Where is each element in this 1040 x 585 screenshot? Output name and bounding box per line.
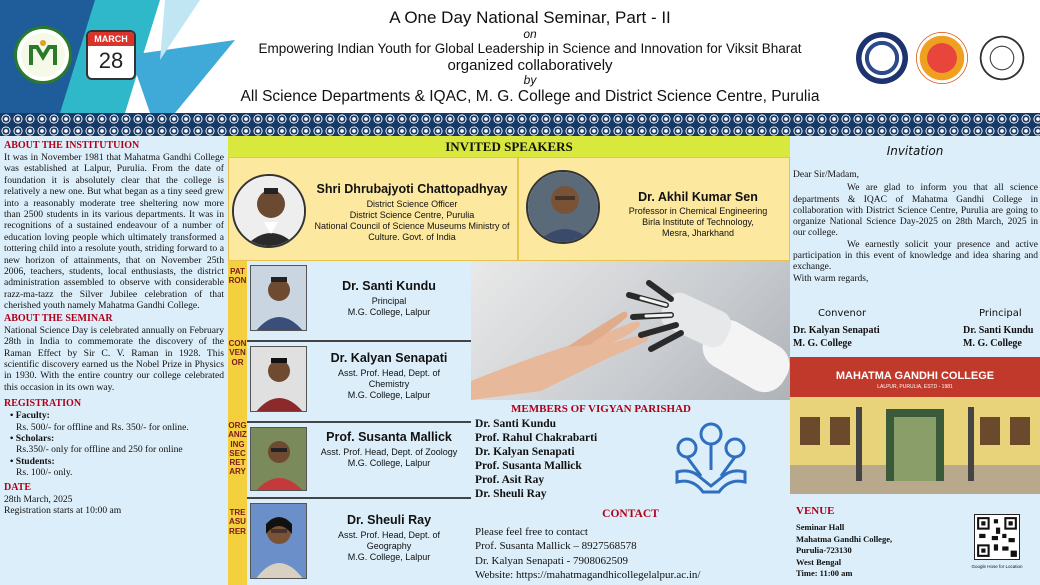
venue-panel (790, 494, 1040, 585)
registration-value: Rs. 100/- only. (16, 467, 73, 479)
qr-caption: Google Hose for Location (971, 564, 1023, 569)
member-name: Dr. Santi Kundu (342, 279, 436, 293)
member-details: Asst. Prof. Head, Dept. of Zoology M.G. College, Lalpur (320, 447, 458, 468)
role-patron: PATRON (228, 267, 247, 286)
member-list-item: Prof. Asit Ray (475, 474, 545, 486)
speaker-details: Professor in Chemical Engineering Birla Institute of Technology, Mesra, Jharkhand (628, 206, 768, 238)
member-details: Asst. Prof. Head, Dept. of Geography M.G. College, Lalpur (337, 530, 441, 562)
convenor-title: Convenor (818, 308, 867, 319)
registration-label: • Students: (10, 455, 55, 467)
contact-line: Please feel free to contact (475, 526, 588, 538)
invitation-heading: Invitation (886, 144, 944, 158)
college-sign-sub: LALPUR, PURULIA, ESTD - 1981 (877, 384, 953, 390)
committee-member (247, 342, 471, 423)
about-seminar-heading: ABOUT THE SEMINAR (4, 312, 113, 324)
title-by: by (523, 73, 537, 87)
member-details: Principal M.G. College, Lalpur (347, 296, 431, 317)
registration-label: • Scholars: (10, 432, 55, 444)
header (0, 0, 1040, 113)
title-on: on (523, 27, 537, 41)
member-details: Asst. Prof. Head, Dept. of Chemistry M.G. College, Lalpur (337, 368, 441, 400)
roles-strip (228, 261, 247, 585)
college-building-photo (790, 357, 1040, 494)
location-qr-code[interactable] (974, 514, 1020, 560)
committee-member (247, 261, 471, 342)
invitation-closing: With warm regards, (793, 273, 869, 284)
venue-address: Seminar Hall Mahatma Gandhi College, Purulia-723130 West Bengal Time: 11:00 am (796, 522, 893, 578)
organized-text: organized collaboratively (447, 57, 613, 74)
speaker-card (228, 157, 518, 261)
college-logo (14, 26, 72, 84)
member-photo (250, 265, 307, 331)
role-treasurer: TREASURER (229, 508, 246, 536)
calendar-icon (86, 30, 136, 80)
header-text (230, 8, 830, 106)
human-robot-hands-image (471, 261, 790, 400)
registration-time: Registration starts at 10:00 am (4, 504, 122, 516)
government-emblem (976, 32, 1028, 84)
college-sign-name: MAHATMA GANDHI COLLEGE (835, 370, 995, 382)
organizers-text: All Science Departments & IQAC, M. G. College and District Science Centre, Purulia (240, 88, 820, 105)
member-photo (250, 503, 307, 579)
member-name: Dr. Kalyan Senapati (330, 351, 448, 365)
invited-speakers-heading: INVITED SPEAKERS (228, 136, 790, 157)
member-list-item: Dr. Sheuli Ray (475, 488, 547, 500)
committee-member (247, 423, 471, 499)
members-panel (471, 400, 790, 585)
principal-title: Principal (979, 308, 1022, 319)
invitation-body (793, 170, 1038, 285)
seminar-subtitle: Empowering Indian Youth for Global Leadership in Science and Innovation for Viksit Bharat (258, 41, 802, 56)
date-heading: DATE (4, 481, 32, 493)
speaker-card (518, 157, 790, 261)
date-line: 28th March, 2025 (4, 493, 73, 505)
left-column (0, 136, 228, 585)
contact-heading: CONTACT (602, 508, 659, 520)
science-centre-logo (916, 32, 968, 84)
about-seminar-text: National Science Day is celebrated annually on February 28th in India to commemorate the discovery of the Raman Effect by Sir C. V. Raman in 1928. This scientific discovery earned us the Nobel Prize in Physics in 1930. With the entire country our college celebrated this occasion in its own way. (4, 324, 224, 393)
member-list-item: Dr. Kalyan Senapati (475, 446, 575, 458)
about-institution-heading: ABOUT THE INSTITUTUION (4, 140, 140, 151)
convenor-signature: Dr. Kalyan Senapati M. G. College (793, 325, 880, 349)
members-list (475, 417, 597, 501)
decorative-pattern-band (0, 113, 1040, 136)
member-name: Dr. Sheuli Ray (346, 513, 432, 527)
member-photo (250, 346, 307, 412)
team-network-icon (671, 420, 751, 500)
venue-heading: VENUE (796, 505, 835, 517)
speaker-photo (526, 170, 600, 244)
contact-line: Dr. Kalyan Senapati - 7908062509 (475, 554, 629, 567)
contact-line: Prof. Susanta Mallick – 8927568578 (475, 540, 637, 553)
principal-signature: Dr. Santi Kundu M. G. College (963, 325, 1034, 349)
speaker-details: District Science Officer District Science Centre, Purulia National Council of Science Museums Ministry of Culture. Govt. of India (314, 199, 510, 242)
registration-value: Rs.350/- only for offline and 250 for online (16, 444, 183, 456)
committee-member (247, 499, 471, 585)
member-list-item: Prof. Susanta Mallick (475, 460, 582, 472)
invitation-greeting: Dear Sir/Madam, (793, 170, 859, 180)
page-title: A One Day National Seminar, Part - II (389, 8, 671, 27)
registration-heading: REGISTRATION (4, 398, 82, 410)
ncsm-logo (856, 32, 908, 84)
speaker-name: Shri Dhrubajyoti Chattopadhyay (316, 182, 508, 196)
registration-label: • Faculty: (10, 410, 50, 422)
member-photo (250, 427, 307, 491)
calendar-day: 28 (98, 48, 124, 73)
speaker-name: Dr. Akhil Kumar Sen (638, 190, 758, 204)
calendar-month: MARCH (88, 32, 134, 46)
invitation-paragraph: We are glad to inform you that all science departments & IQAC of Mahatma Gandhi College in collaboration with District Science Centre, Purulia are going to organize National Science Day-2025 on 28th March, 2025 in our college. (793, 183, 1038, 239)
member-name: Prof. Susanta Mallick (326, 430, 452, 444)
role-organizing-secretary: ORGANIZING SECRETARY (228, 421, 247, 477)
member-list-item: Prof. Rahul Chakrabarti (475, 432, 598, 444)
contact-info (475, 525, 700, 583)
speaker-photo (232, 174, 306, 248)
member-list-item: Dr. Santi Kundu (475, 418, 557, 430)
invitation-paragraph: We earnestly solicit your presence and active participation in this event of knowledge and idea sharing and exchange. (793, 239, 1038, 273)
registration-value: Rs. 500/- for offline and Rs. 350/- for online. (16, 421, 189, 433)
members-heading: MEMBERS OF VIGYAN PARISHAD (511, 403, 691, 415)
about-institution-text: It was in November 1981 that Mahatma Gandhi College was established at Lalpur, Purulia. From the date of foundation it is absolutely clear that the college is relatively a new one. But what began as a tiny seed grew into a reasonably moderate tree sheltering now more than 2500 students in its various departments. It was in recognitions of a sustained endeavour of a number of education loving people which ultimately transformed a tottering child into a resolute youth, striding forward to a new horizon of attainments, that on November 25th 2006, teachers, students, local enthusiasts, the district administration assembled to observe with considerable razz-ma-tazz the Silver Jubilee celebration of that cherished youth namely Mahatma Gandhi College. (4, 152, 224, 312)
role-convenor: CONVENOR (228, 339, 247, 367)
website-link[interactable]: Website: https://mahatmagandhicollegelalpur.ac.in/ (475, 569, 701, 582)
